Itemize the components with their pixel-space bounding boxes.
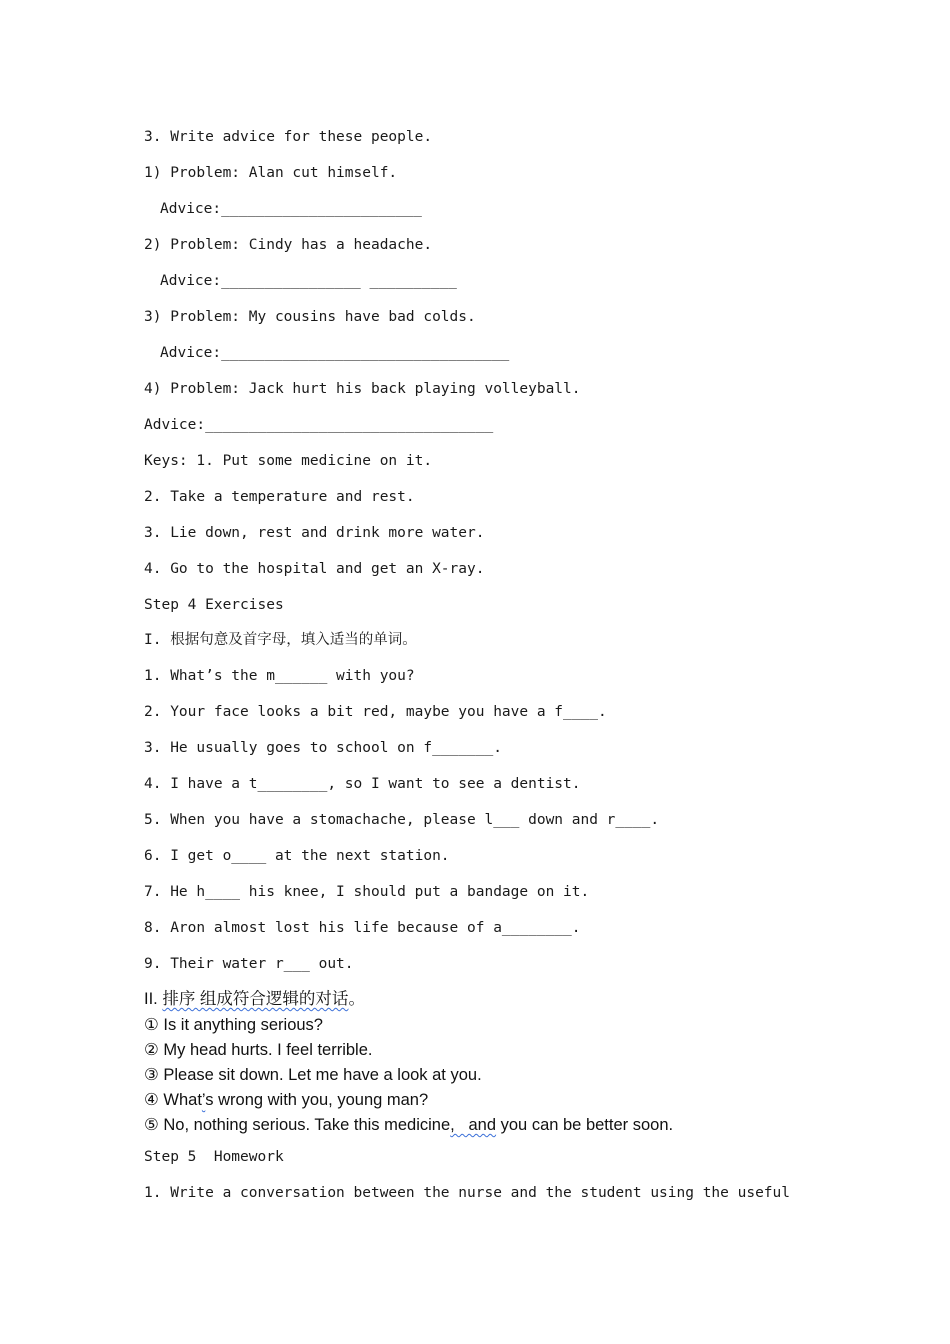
exercise-sentence: 3. He usually goes to school on f_______. <box>144 740 502 756</box>
dialogue-line <box>144 1039 373 1061</box>
key-3: 3. Lie down, rest and drink more water. <box>144 525 485 541</box>
exercise-sentence: 7. He h____ his knee, I should put a bandage on it. <box>144 884 590 900</box>
advice-3-blank: Advice:_________________________________ <box>160 345 510 361</box>
exercise-3-heading: 3. Write advice for these people. <box>144 129 433 145</box>
step-5-title: Step 5 Homework <box>144 1149 284 1165</box>
dialogue-text-squiggle: ’ <box>201 1091 206 1109</box>
exercise-sentence: 6. I get o____ at the next station. <box>144 848 450 864</box>
exercise-sentence: 5. When you have a stomachache, please l___ down and r____. <box>144 812 660 828</box>
problem-2: 2) Problem: Cindy has a headache. <box>144 237 433 253</box>
dialogue-number: ⑤ <box>144 1116 159 1134</box>
step-4-title: Step 4 Exercises <box>144 597 284 613</box>
dialogue-line <box>144 1089 428 1111</box>
dialogue-text-end: you can be better soon. <box>496 1116 674 1134</box>
dialogue-text: Please sit down. Let me have a look at you. <box>163 1066 482 1084</box>
problem-4: 4) Problem: Jack hurt his back playing volleyball. <box>144 381 581 397</box>
exercise-sentence: 4. I have a t________, so I want to see a dentist. <box>144 776 581 792</box>
dialogue-number: ④ <box>144 1091 159 1109</box>
problem-3: 3) Problem: My cousins have bad colds. <box>144 309 476 325</box>
exercise-sentence: 1. What’s the m______ with you? <box>144 668 415 684</box>
advice-1-blank: Advice:_______________________ <box>160 201 422 217</box>
part-2-heading-prefix: II. <box>144 990 163 1008</box>
dialogue-text-squiggle: , and <box>450 1116 497 1134</box>
dialogue-text: My head hurts. I feel terrible. <box>163 1041 373 1059</box>
advice-2-blank: Advice:________________ __________ <box>160 273 457 289</box>
part-2-heading-suffix: 。 <box>348 990 365 1008</box>
part-2-heading <box>144 988 365 1010</box>
problem-1: 1) Problem: Alan cut himself. <box>144 165 398 181</box>
dialogue-text-start: What <box>163 1091 202 1109</box>
dialogue-number: ② <box>144 1041 159 1059</box>
dialogue-number: ③ <box>144 1066 159 1084</box>
exercise-sentence: 2. Your face looks a bit red, maybe you have a f____. <box>144 704 607 720</box>
dialogue-text-end: s wrong with you, young man? <box>205 1091 429 1109</box>
part-1-heading: I. 根据句意及首字母，填入适当的单词。 <box>144 632 417 648</box>
exercise-sentence: 9. Their water r___ out. <box>144 956 354 972</box>
exercise-sentence: 8. Aron almost lost his life because of a________. <box>144 920 581 936</box>
dialogue-line <box>144 1014 323 1036</box>
key-4: 4. Go to the hospital and get an X-ray. <box>144 561 485 577</box>
dialogue-text-start: No, nothing serious. Take this medicine <box>163 1116 451 1134</box>
key-2: 2. Take a temperature and rest. <box>144 489 415 505</box>
homework-item-1: 1. Write a conversation between the nurse and the student using the useful <box>144 1185 791 1201</box>
part-2-heading-main: 排序 组成符合逻辑的对话 <box>162 990 349 1008</box>
dialogue-number: ① <box>144 1016 159 1034</box>
key-1: Keys: 1. Put some medicine on it. <box>144 453 433 469</box>
dialogue-line <box>144 1114 673 1136</box>
dialogue-text: Is it anything serious? <box>163 1016 323 1034</box>
dialogue-line <box>144 1064 482 1086</box>
advice-4-blank: Advice:_________________________________ <box>144 417 494 433</box>
